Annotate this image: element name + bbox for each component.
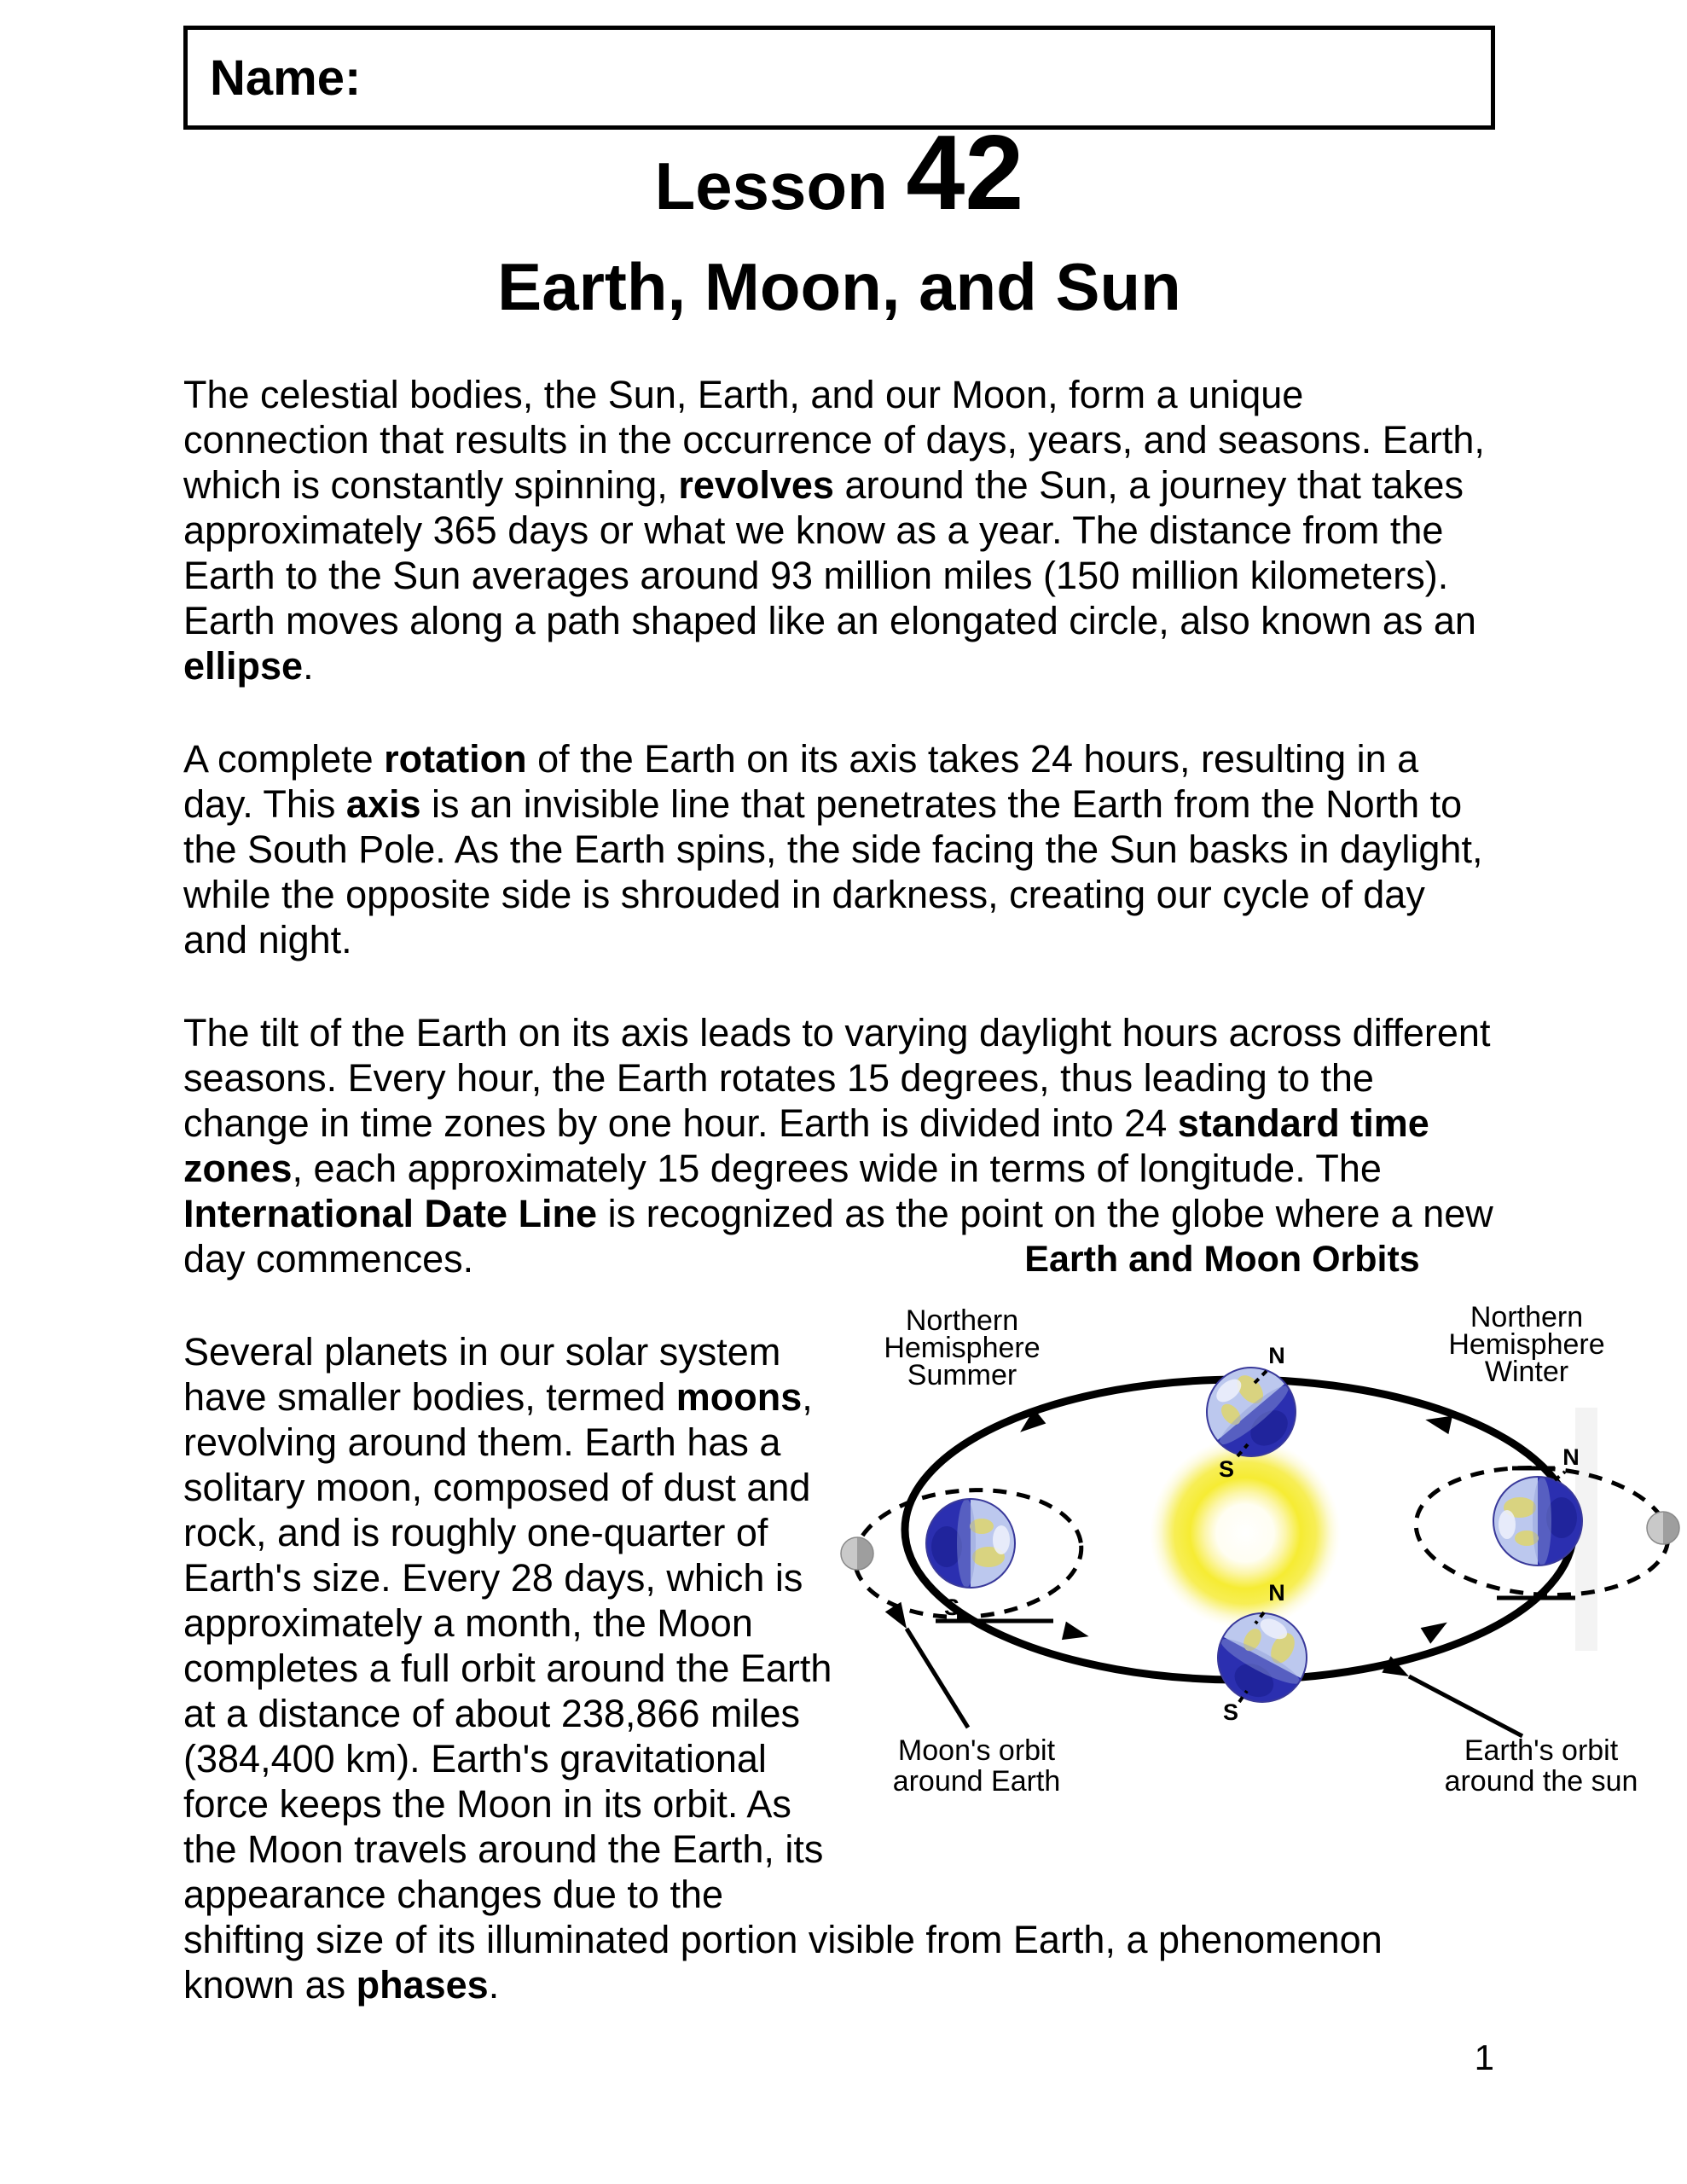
earth-moon-orbits-diagram	[840, 1224, 1680, 1898]
orbit-direction-arrow	[1421, 1614, 1452, 1644]
paragraph-rotation: A complete rotation of the Earth on its axis takes 24 hours, resulting in a day. This axis is an invisible line that penetrates the Earth from the North to the South Pole. As the Earth spins, the side facing the Sun basks in daylight, while the opposite side is shrouded in darkness, creating our cycle of day and night.	[183, 737, 1483, 962]
south-pole-label: S	[1222, 1699, 1239, 1726]
lesson-word: Lesson	[654, 148, 888, 224]
page-content	[183, 26, 1638, 2055]
caption-earth-orbit	[1445, 1734, 1638, 1798]
name-input-box[interactable]	[183, 26, 1495, 130]
svg-text:around Earth: around Earth	[892, 1765, 1061, 1798]
north-pole-label: N	[1562, 1444, 1580, 1471]
svg-text:Summer: Summer	[907, 1359, 1017, 1392]
south-pole-label: S	[943, 1594, 960, 1621]
earth-orbit-pointer-arrow	[1382, 1656, 1522, 1736]
svg-text:Hemisphere: Hemisphere	[884, 1332, 1041, 1365]
svg-text:Northern: Northern	[1470, 1301, 1584, 1334]
lesson-number: 42	[906, 114, 1024, 232]
svg-text:Winter: Winter	[1484, 1356, 1569, 1389]
north-pole-label: N	[1268, 1343, 1285, 1369]
label-northern-hemisphere-summer	[884, 1304, 1040, 1391]
name-label: Name:	[210, 49, 362, 106]
svg-text:around the sun: around the sun	[1444, 1765, 1638, 1798]
paragraph-moon-region	[183, 1239, 1638, 2007]
diagram-title: Earth and Moon Orbits	[1024, 1239, 1420, 1281]
svg-text:Earth's orbit: Earth's orbit	[1464, 1734, 1619, 1768]
paragraph-revolution: The celestial bodies, the Sun, Earth, and our Moon, form a unique connection that results in the occurrence of days, years, and seasons. Earth, which is constantly spinning, revolves around the Sun, a journey that takes approximately 365 days or what we know as a year. The distance from the Earth to the Sun averages around 93 million miles (150 million kilometers). Earth moves along a path shaped like an elongated circle, also known as an ellipse.	[183, 373, 1485, 688]
svg-text:Northern: Northern	[905, 1304, 1019, 1338]
label-northern-hemisphere-winter	[1448, 1301, 1604, 1388]
caption-moon-orbit	[893, 1734, 1061, 1798]
earth-summer-left	[925, 1497, 1015, 1589]
south-pole-label: S	[1218, 1456, 1235, 1483]
orbit-direction-arrow	[1062, 1622, 1091, 1646]
paragraph-moon: Several planets in our solar system have smaller bodies, termed moons, revolving around them. Earth has a solitary moon, composed of dust and rock, and is roughly one-quarter of Earth's size. Every 28 days, which is approximately a month, the Moon completes a full orbit around the Earth at a distance of about 238,866 miles (384,400 km). Earth's gravitational force keeps the Moon in its orbit. As the Moon travels around the Earth, its appearance changes due to the shifting size of its illuminated portion visible from Earth, a phenomenon known as phases.	[183, 1330, 1383, 2007]
svg-text:Hemisphere: Hemisphere	[1448, 1328, 1605, 1362]
svg-text:Moon's orbit: Moon's orbit	[897, 1734, 1056, 1768]
moon-right	[1647, 1512, 1679, 1544]
sun	[1150, 1438, 1341, 1629]
lesson-title	[183, 114, 1495, 232]
moon-left	[841, 1537, 873, 1570]
paragraph-time-zones: The tilt of the Earth on its axis leads to varying daylight hours across different seasons. Every hour, the Earth rotates 15 degrees, thus leading to the change in time zones by one hour. Earth is divided into 24 standard time zones, each approximately 15 degrees wide in terms of longitude. The International Date Line is recognized as the point on the globe where a new day commences.	[183, 1011, 1493, 1281]
page-number: 1	[1474, 2037, 1494, 2077]
north-pole-label: N	[1268, 1580, 1285, 1606]
lesson-subtitle: Earth, Moon, and Sun	[497, 249, 1181, 325]
